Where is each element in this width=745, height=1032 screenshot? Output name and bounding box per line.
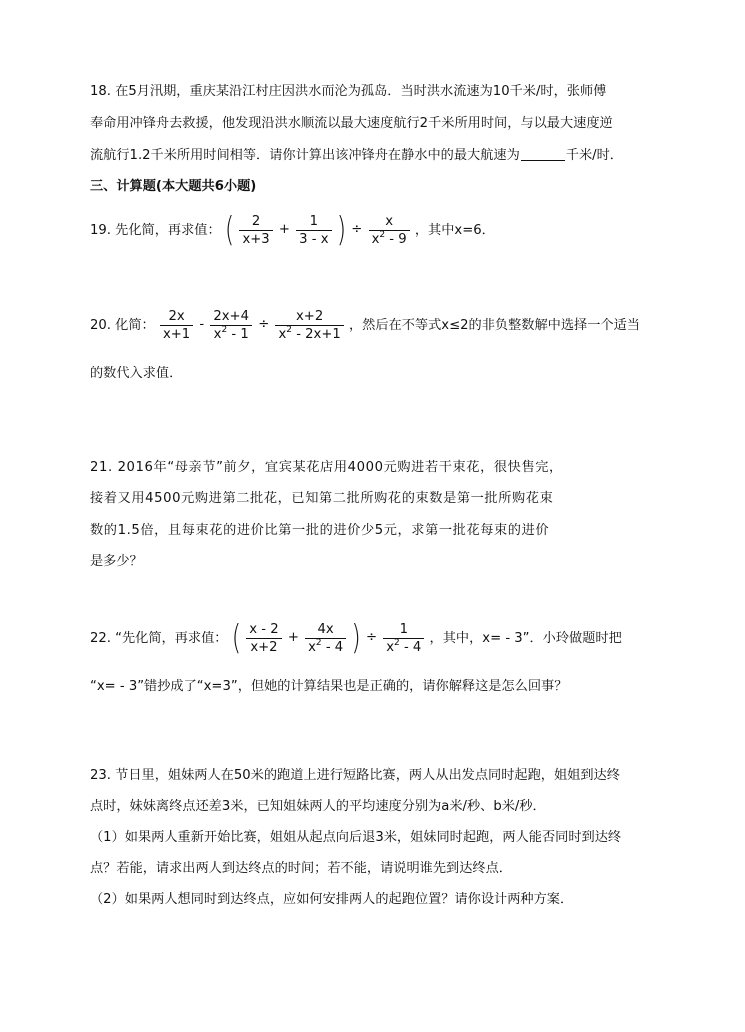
divide-sign: ÷ (258, 317, 270, 332)
q23-line-3: （1）如果两人重新开始比赛，姐姐从起点向后退3米，姐妹同时起跑，两人能否同时到达终 (90, 830, 622, 845)
q22-fraction-2: $\frac{4x}{x^2 - 4}$ (305, 621, 346, 656)
q18-line-3-text: 流航行1.2千米所用时间相等．请你计算出该冲锋舟在静水中的最大航速为 (90, 148, 520, 163)
q21-line-4: 是多少？ (90, 554, 143, 569)
q18-line-2: 奉命用冲锋舟去救援，他发现沿洪水顺流以最大速度航行2千米所用时间，与以最大速度逆 (90, 116, 613, 131)
q19-fraction-3: $\frac{x}{x^2 - 9}$ (369, 213, 410, 248)
q20-fraction-3: $\frac{x+2}{x^2 - 2x+1}$ (275, 308, 343, 343)
q18-line-1: 18. 在5月汛期，重庆某沿江村庄因洪水而沦为孤岛．当时洪水流速为10千米/时，张师傅 (90, 84, 607, 99)
q20-fraction-1: $\frac{2x}{x+1}$ (160, 308, 193, 343)
q20-suffix: ，然后在不等式x≤2的非负整数解中选择一个适当 (349, 318, 640, 333)
q19-prefix: 19. 先化简，再求值： (90, 223, 221, 238)
q23-line-2: 点时，妹妹离终点还差3米，已知姐妹两人的平均速度分别为a米/秒、b米/秒． (90, 799, 546, 814)
q20-prefix: 20. 化简： (90, 318, 155, 333)
left-paren: ( (231, 618, 242, 658)
divide-sign: ÷ (351, 222, 363, 237)
q19-fraction-1: $\frac{2}{x+3}$ (239, 213, 272, 248)
q22-suffix: ，其中，x= - 3”．小玲做题时把 (429, 631, 622, 646)
q19 (90, 212, 495, 249)
q23-line-5: （2）如果两人想同时到达终点，应如何安排两人的起跑位置？请你设计两种方案． (90, 892, 574, 907)
minus-sign: - (199, 317, 205, 332)
q21-line-1: 21. 2016年“母亲节”前夕，宜宾某花店用4000元购进若干束花，很快售完， (90, 460, 563, 475)
q18-line-3 (90, 146, 623, 166)
plus-sign: + (287, 630, 299, 645)
plus-sign: + (278, 222, 290, 237)
q18-line-3-unit: 千米/时． (565, 148, 623, 163)
answer-blank (521, 146, 565, 161)
q23-line-1: 23. 节日里，姐妹两人在50米的跑道上进行短路比赛，两人从出发点同时起跑，姐姐到达终 (90, 768, 620, 783)
right-paren: ) (351, 618, 361, 658)
q22-line-2: “x= - 3”错抄成了“x=3”，但她的计算结果也是正确的，请你解释这是怎么回事？ (90, 679, 568, 694)
q19-fraction-2: $\frac{1}{3 - x}$ (296, 213, 331, 248)
section-heading: 三、计算题(本大题共6小题) (90, 179, 257, 194)
q23-line-4: 点？若能，请求出两人到达终点的时间；若不能，请说明谁先到达终点． (90, 861, 512, 876)
divide-sign: ÷ (365, 630, 378, 645)
q19-suffix: ，其中x=6． (414, 223, 495, 238)
q21-line-2: 接着又用4500元购进第二批花，已知第二批所购花的束数是第一批所购花束 (90, 491, 554, 506)
q20 (90, 307, 640, 344)
q22-prefix: 22. “先化简，再求值： (90, 631, 228, 646)
q22 (90, 620, 622, 657)
q20-line-2: 的数代入求值． (90, 366, 183, 381)
q22-fraction-3: $\frac{1}{x^2 - 4}$ (383, 621, 424, 656)
q20-fraction-2: $\frac{2x+4}{x^2 - 1}$ (210, 308, 252, 343)
left-paren: ( (224, 210, 235, 250)
q21-line-3: 数的1.5倍，且每束花的进价比第一批的进价少5元，求第一批花每束的进价 (90, 523, 550, 538)
right-paren: ) (336, 210, 347, 250)
q22-fraction-1: $\frac{x - 2}{x+2}$ (246, 621, 281, 656)
